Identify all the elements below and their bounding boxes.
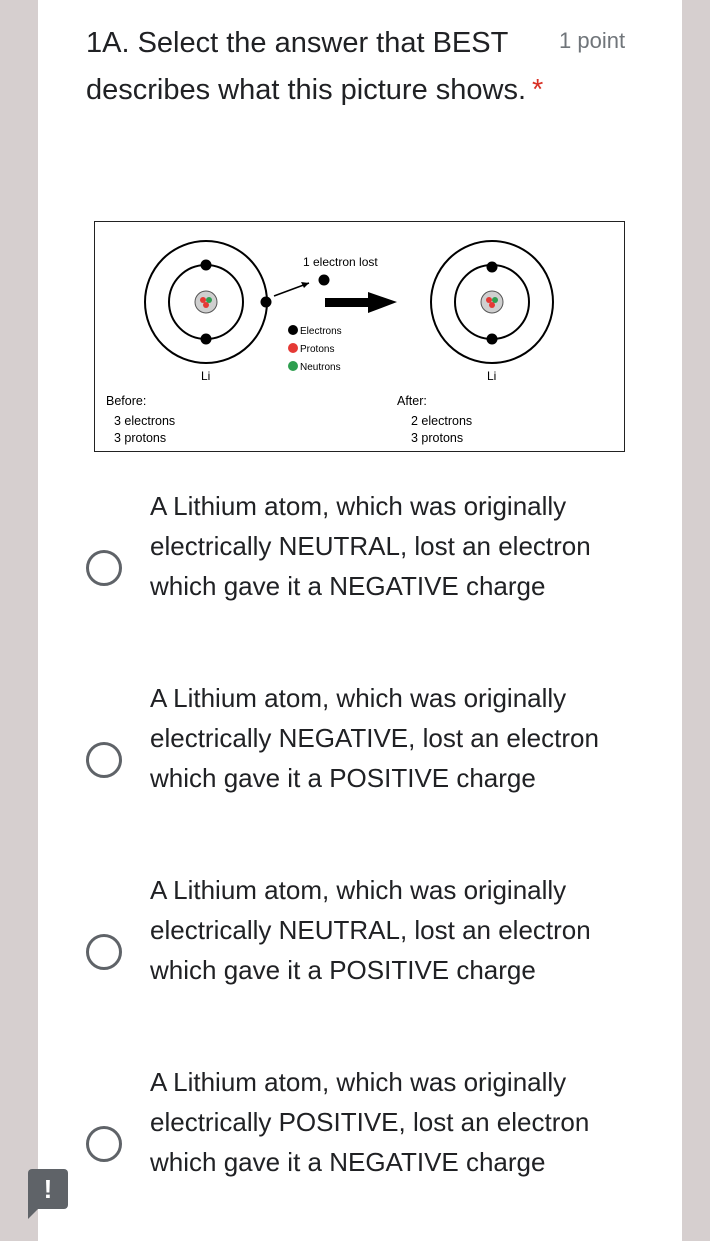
exclamation-icon: ! bbox=[43, 1174, 53, 1204]
points-label: 1 point bbox=[559, 28, 626, 53]
atom-before bbox=[145, 241, 272, 383]
before-protons: 3 protons bbox=[114, 431, 167, 445]
answer-option-3[interactable] bbox=[38, 870, 682, 1040]
legend-protons: Protons bbox=[300, 344, 335, 355]
neutron-dot bbox=[206, 297, 212, 303]
electron-dot bbox=[487, 262, 498, 273]
neutron-dot bbox=[492, 297, 498, 303]
electron-dot bbox=[261, 297, 272, 308]
proton-dot bbox=[203, 302, 209, 308]
before-electrons: 3 electrons bbox=[114, 414, 176, 428]
electron-dot bbox=[487, 334, 498, 345]
atom-before-label: Li bbox=[201, 369, 211, 383]
question-image bbox=[94, 221, 625, 452]
after-title: After: bbox=[397, 394, 427, 408]
option-label: A Lithium atom, which was originally electrically NEUTRAL, lost an electron which gave it a NEGATIVE charge bbox=[150, 491, 591, 601]
radio-button[interactable] bbox=[86, 742, 122, 778]
lost-electron-dot bbox=[319, 275, 330, 286]
electron-dot bbox=[201, 334, 212, 345]
atom-diagram bbox=[95, 222, 624, 451]
before-title: Before: bbox=[106, 394, 147, 408]
legend-electrons: Electrons bbox=[300, 326, 342, 337]
question-text: 1A. Select the answer that BEST describes what this picture shows. bbox=[86, 27, 527, 106]
answer-option-1[interactable] bbox=[38, 486, 682, 656]
option-label: A Lithium atom, which was originally electrically NEUTRAL, lost an electron which gave it a POSITIVE charge bbox=[150, 875, 591, 985]
electron-dot bbox=[201, 260, 212, 271]
proton-dot bbox=[489, 302, 495, 308]
report-button[interactable] bbox=[28, 1169, 68, 1209]
question-title bbox=[86, 20, 546, 114]
lost-electron-label: 1 electron lost bbox=[303, 255, 378, 269]
answer-option-2[interactable] bbox=[38, 678, 682, 848]
after-protons: 3 protons bbox=[411, 431, 464, 445]
proton-dot bbox=[200, 297, 206, 303]
atom-after-label: Li bbox=[487, 369, 497, 383]
required-asterisk: * bbox=[532, 74, 544, 106]
legend bbox=[288, 325, 342, 373]
radio-button[interactable] bbox=[86, 1126, 122, 1162]
radio-button[interactable] bbox=[86, 934, 122, 970]
option-label: A Lithium atom, which was originally electrically POSITIVE, lost an electron which gave it a NEGATIVE charge bbox=[150, 1067, 590, 1177]
atom-after bbox=[431, 241, 553, 383]
question-card bbox=[38, 0, 682, 1241]
legend-neutrons: Neutrons bbox=[300, 362, 341, 373]
proton-dot bbox=[486, 297, 492, 303]
option-label: A Lithium atom, which was originally electrically NEGATIVE, lost an electron which gave it a POSITIVE charge bbox=[150, 683, 599, 793]
answer-option-4[interactable] bbox=[38, 1062, 682, 1232]
after-electrons: 2 electrons bbox=[411, 414, 473, 428]
transition-arrow-icon bbox=[325, 292, 397, 313]
radio-button[interactable] bbox=[86, 550, 122, 586]
